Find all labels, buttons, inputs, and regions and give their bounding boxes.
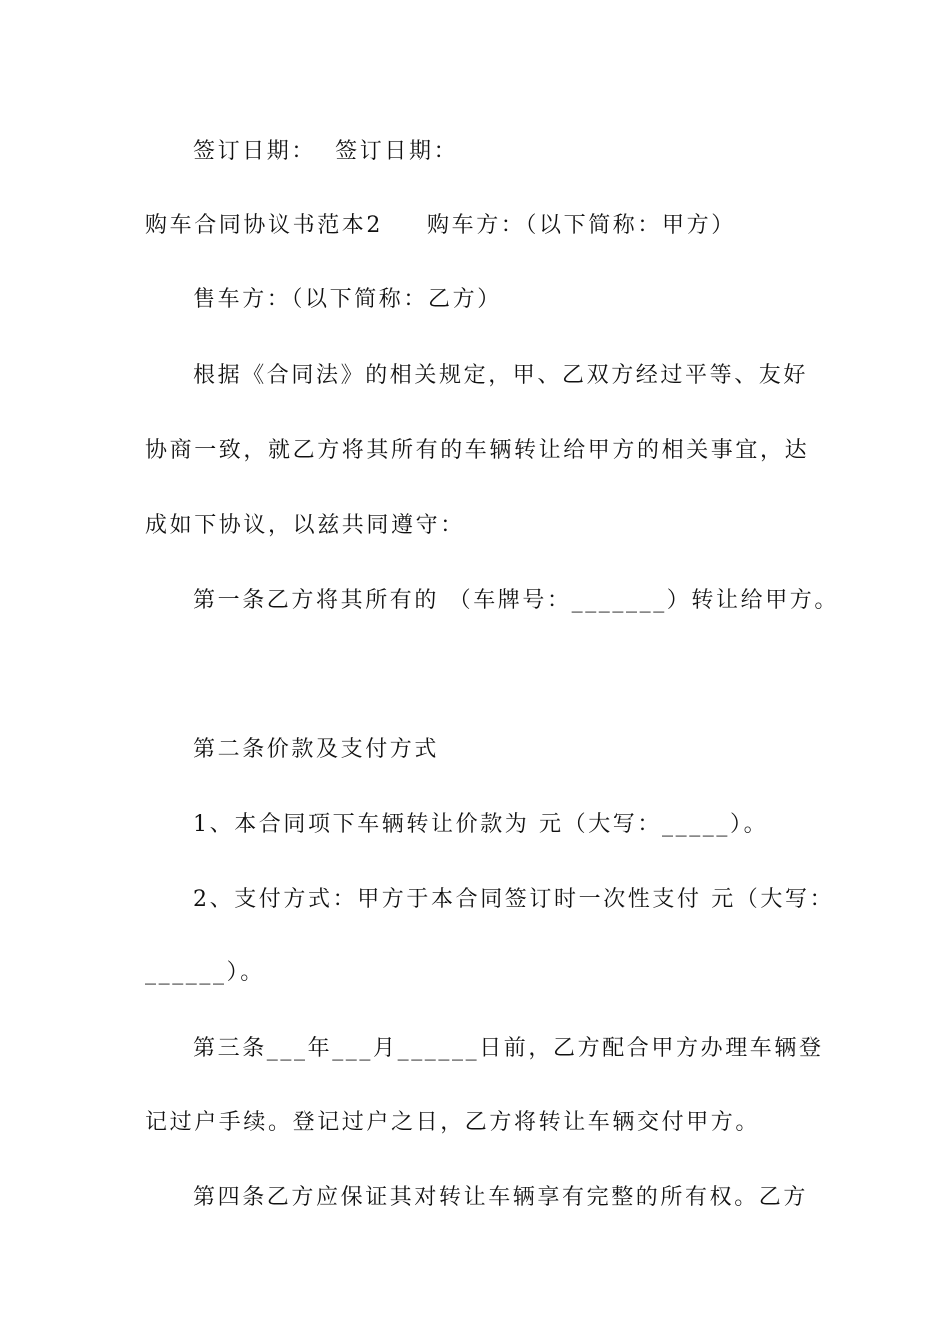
article-2-item-2-cont: ______）。 (145, 960, 265, 985)
article-2-heading: 第二条价款及支付方式 (193, 737, 440, 762)
buyer-label: 购车方：（以下简称：甲方） (427, 213, 736, 238)
article-2-item-1: 1、本合同项下车辆转让价款为 元（大写：_____）。 (193, 812, 769, 837)
signing-date-line: 签订日期： 签订日期： (193, 139, 459, 164)
article-4-line-1: 第四条乙方应保证其对转让车辆享有完整的所有权。乙方 (193, 1185, 809, 1210)
seller-label: 售车方：（以下简称：乙方） (193, 287, 502, 312)
preamble-line-1: 根据《合同法》的相关规定，甲、乙双方经过平等、友好 (193, 363, 809, 388)
contract-title: 购车合同协议书范本2 (145, 213, 383, 238)
preamble-line-2: 协商一致，就乙方将其所有的车辆转让给甲方的相关事宜，达 (145, 438, 810, 463)
article-2-item-2: 2、支付方式：甲方于本合同签订时一次性支付 元（大写： (193, 887, 835, 912)
preamble-line-3: 成如下协议，以兹共同遵守： (145, 513, 465, 538)
title-and-buyer-line (145, 211, 736, 241)
article-1: 第一条乙方将其所有的 （车牌号：_______）转让给甲方。 (193, 588, 839, 613)
article-3-line-1: 第三条___年___月______日前，乙方配合甲方办理车辆登 (193, 1036, 824, 1061)
article-3-line-2: 记过户手续。登记过户之日，乙方将转让车辆交付甲方。 (145, 1110, 761, 1135)
